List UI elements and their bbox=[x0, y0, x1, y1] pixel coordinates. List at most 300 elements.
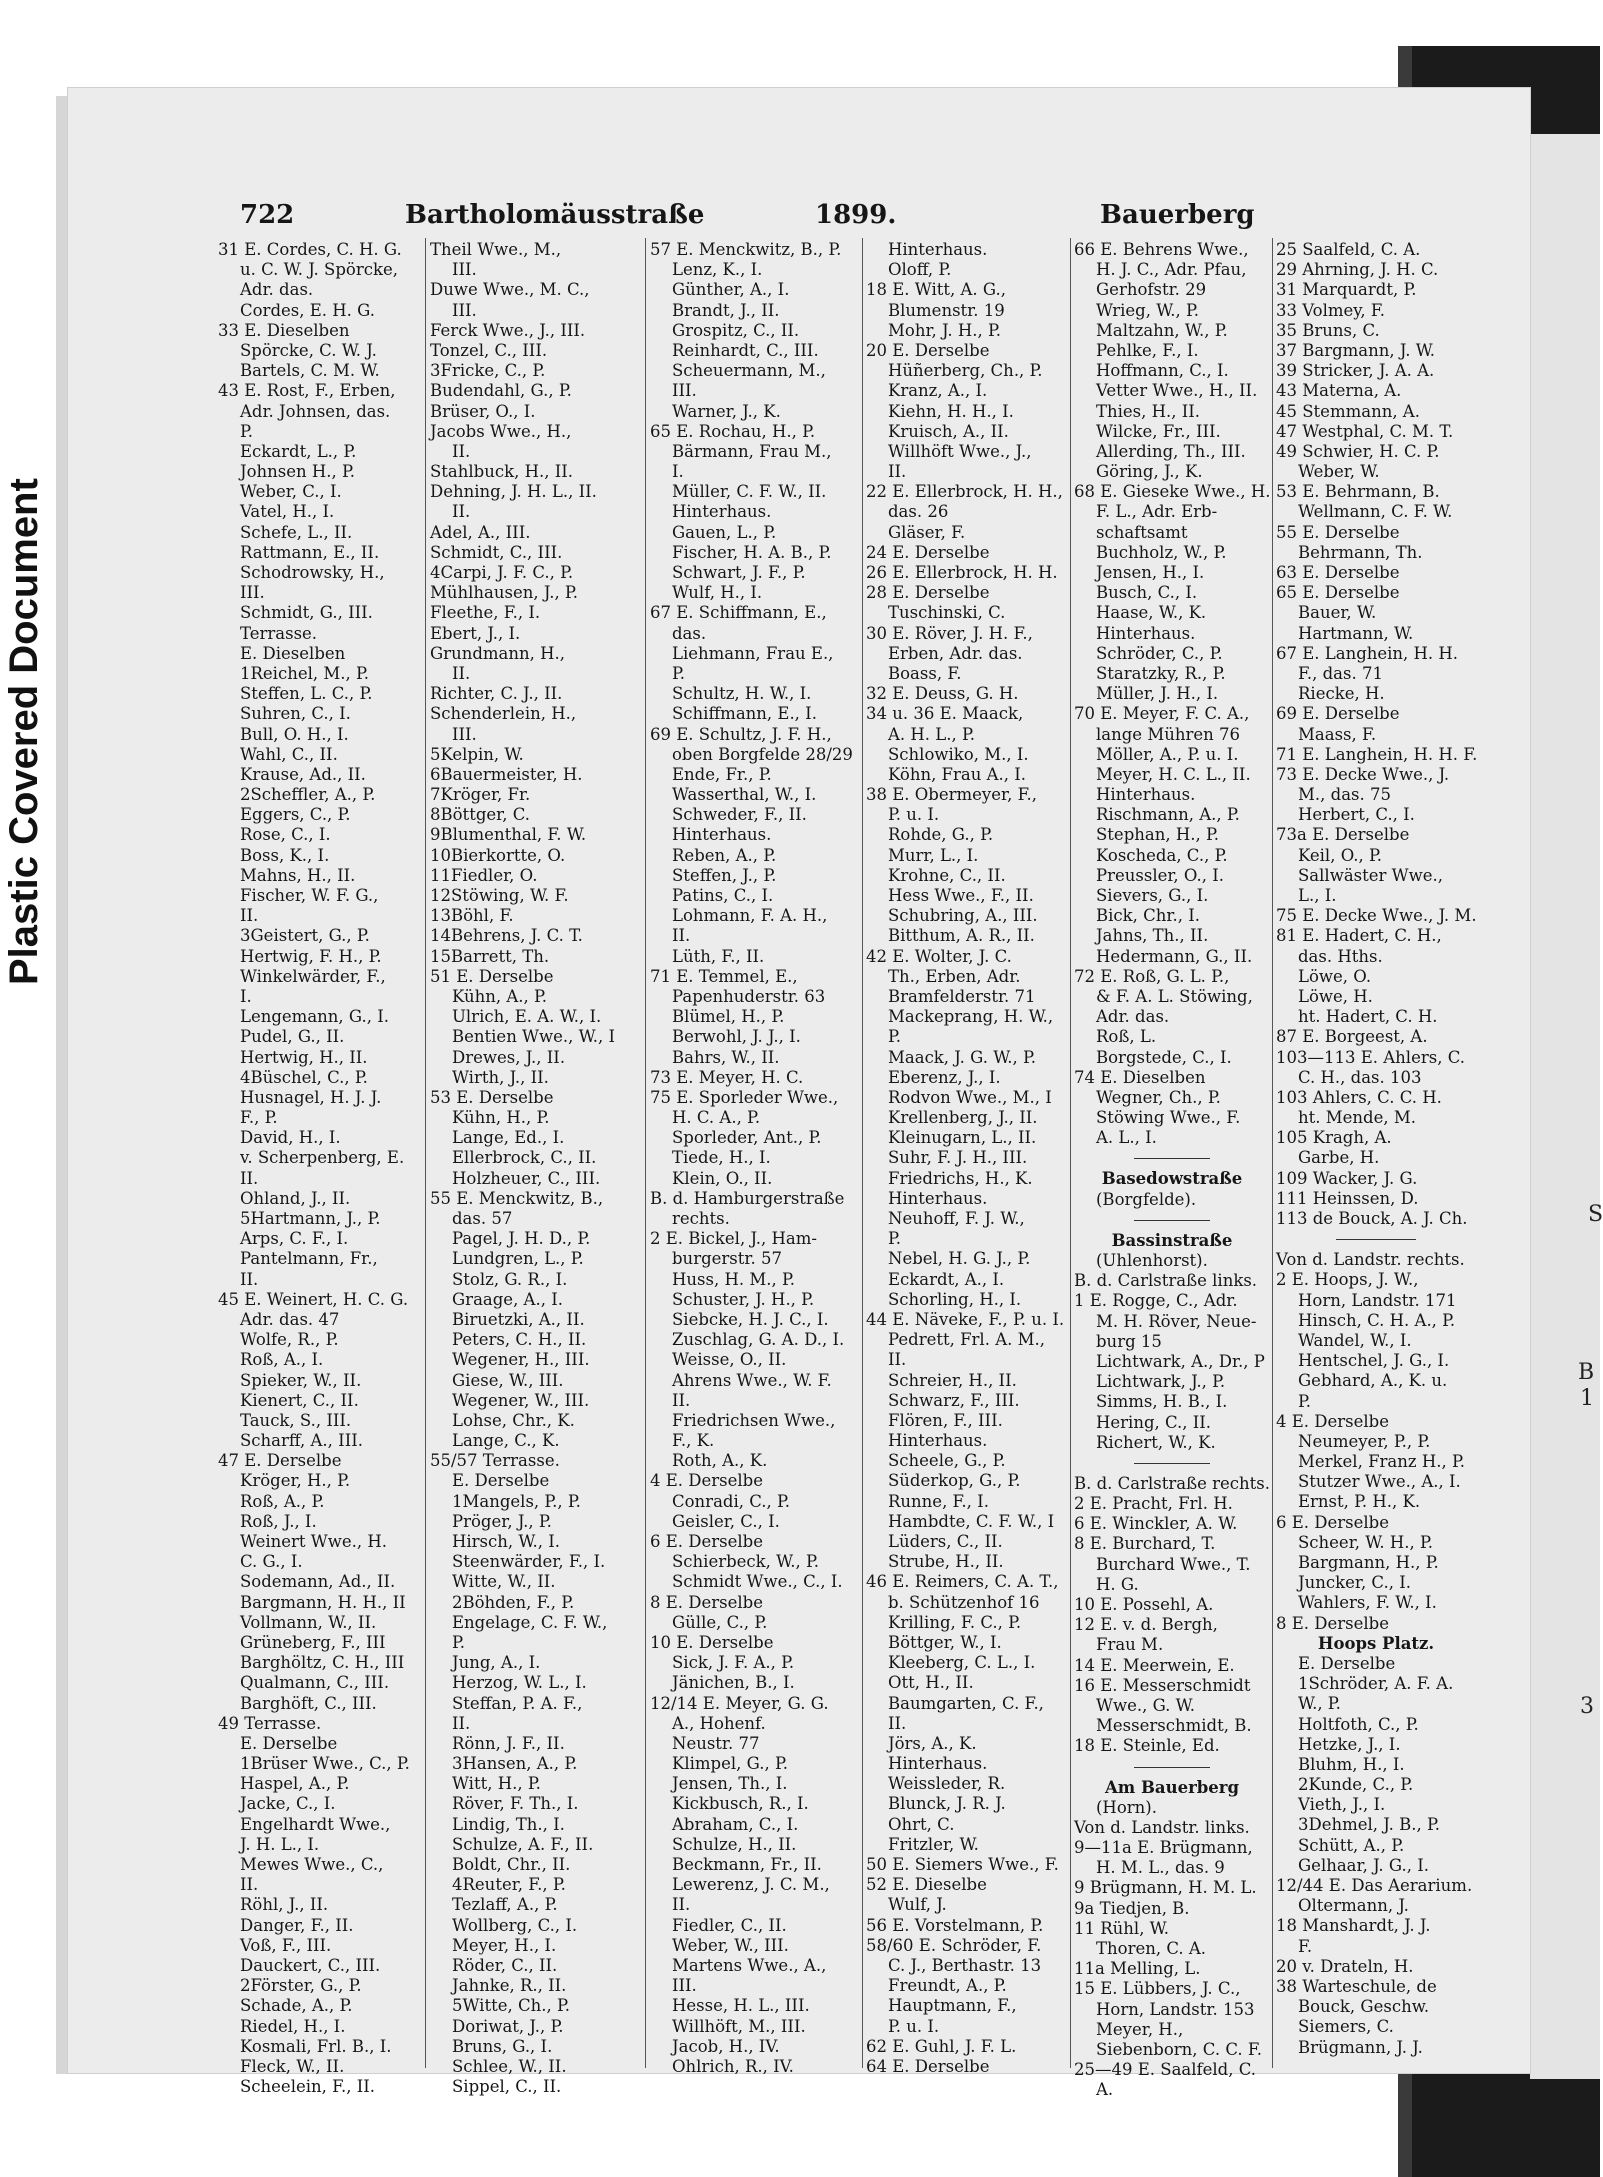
directory-entry: Hinterhaus. bbox=[888, 1754, 988, 1774]
column-rule bbox=[425, 238, 426, 2068]
directory-entry: Holzheuer, C., III. bbox=[452, 1168, 601, 1188]
directory-entry: Mohr, J. H., P. bbox=[888, 320, 1001, 340]
directory-entry: 74 E. Dieselben bbox=[1074, 1067, 1206, 1087]
directory-entry: Schweder, F., II. bbox=[672, 805, 807, 825]
directory-entry: 15Barrett, Th. bbox=[430, 946, 550, 966]
directory-entry: 2Böhden, F., P. bbox=[452, 1592, 575, 1612]
directory-entry: Gelhaar, J. G., I. bbox=[1298, 1855, 1430, 1875]
directory-entry: 8 E. Burchard, T. bbox=[1074, 1534, 1216, 1554]
directory-entry: Fischer, W. F. G., bbox=[240, 886, 379, 905]
directory-entry: 49 Schwier, H. C. P. bbox=[1276, 441, 1440, 461]
directory-entry: C. J., Berthastr. 13 bbox=[888, 1955, 1042, 1975]
directory-entry: Lange, Ed., I. bbox=[452, 1128, 565, 1148]
directory-entry: Lundgren, L., P. bbox=[452, 1249, 584, 1269]
directory-entry: Hauptmann, F., bbox=[888, 1996, 1017, 2016]
directory-entry: Richter, C. J., II. bbox=[430, 684, 563, 704]
directory-entry: Fischer, H. A. B., P. bbox=[672, 542, 832, 562]
directory-entry: Steffan, P. A. F., bbox=[452, 1693, 583, 1713]
directory-entry: 28 E. Derselbe bbox=[866, 583, 990, 603]
directory-entry: Husnagel, H. J. J. bbox=[240, 1087, 382, 1107]
column-rule bbox=[1070, 238, 1071, 2068]
directory-entry: Müller, C. F. W., II. bbox=[672, 482, 827, 502]
directory-entry: Brüser, O., I. bbox=[430, 401, 536, 421]
directory-entry: 8 E. Derselbe bbox=[650, 1592, 763, 1612]
directory-entry: Blunck, J. R. J. bbox=[888, 1794, 1006, 1814]
directory-entry: 111 Heinssen, D. bbox=[1276, 1188, 1419, 1208]
directory-entry: Mahns, H., II. bbox=[240, 865, 356, 885]
directory-entry: Von d. Landstr. links. bbox=[1074, 1817, 1250, 1837]
directory-entry: 29 Ahrning, J. H. C. bbox=[1276, 260, 1439, 280]
directory-entry: Lenz, K., I. bbox=[672, 260, 763, 280]
directory-entry: David, H., I. bbox=[240, 1128, 341, 1148]
directory-entry: Abraham, C., I. bbox=[672, 1814, 799, 1834]
directory-entry: Ebert, J., I. bbox=[430, 623, 521, 643]
directory-entry: Bentien Wwe., W., I bbox=[452, 1027, 615, 1047]
directory-entry: das. 57 bbox=[452, 1209, 513, 1228]
directory-entry: 6 E. Derselbe bbox=[1276, 1512, 1389, 1532]
directory-entry: Erben, Adr. das. bbox=[888, 643, 1023, 663]
directory-entry: Roß, A., P. bbox=[240, 1491, 325, 1511]
directory-entry: I. bbox=[672, 462, 684, 482]
directory-entry: P. bbox=[672, 663, 686, 683]
directory-entry: Hetzke, J., I. bbox=[1298, 1734, 1401, 1754]
directory-entry: Hentschel, J. G., I. bbox=[1298, 1351, 1450, 1371]
directory-entry: 12/14 E. Meyer, G. G. bbox=[650, 1693, 829, 1713]
directory-entry: Lichtwark, J., P. bbox=[1096, 1372, 1226, 1392]
directory-entry: Tezlaff, A., P. bbox=[452, 1895, 558, 1915]
directory-entry: 103—113 E. Ahlers, C. bbox=[1276, 1047, 1465, 1067]
directory-entry: 105 Kragh, A. bbox=[1276, 1128, 1392, 1148]
directory-entry: Schenderlein, H., bbox=[430, 704, 577, 724]
directory-entry: 8Böttger, C. bbox=[430, 805, 530, 825]
directory-entry: Bitthum, A. R., II. bbox=[888, 926, 1035, 946]
directory-entry: Garbe, H. bbox=[1298, 1148, 1380, 1168]
directory-entry: Behrmann, Th. bbox=[1298, 542, 1423, 562]
directory-entry: P. bbox=[888, 1229, 902, 1249]
directory-entry: 3Fricke, C., P. bbox=[430, 361, 546, 381]
directory-entry: Biruetzki, A., II. bbox=[452, 1309, 585, 1329]
directory-entry: A. L., I. bbox=[1096, 1128, 1157, 1148]
directory-entry: 65 E. Rochau, H., P. bbox=[650, 421, 816, 441]
directory-entry: Wilcke, Fr., III. bbox=[1096, 421, 1221, 441]
directory-entry: Röder, C., II. bbox=[452, 1955, 558, 1975]
directory-entry: Witte, W., II. bbox=[452, 1572, 556, 1592]
directory-entry: Eberenz, J., I. bbox=[888, 1067, 1001, 1087]
street-title-right: Bauerberg bbox=[1100, 200, 1255, 230]
directory-entry: Suhren, C., I. bbox=[240, 704, 351, 724]
next-page-fragment: B bbox=[1578, 1360, 1595, 1385]
directory-entry: 75 E. Sporleder Wwe., bbox=[650, 1087, 839, 1107]
directory-entry: Steffen, L. C., P. bbox=[240, 684, 373, 704]
directory-entry: lange Mühren 76 bbox=[1096, 724, 1240, 744]
directory-entry: Sick, J. F. A., P. bbox=[672, 1653, 795, 1673]
directory-entry: Pehlke, F., I. bbox=[1096, 340, 1199, 360]
directory-entry: Grüneberg, F., III bbox=[240, 1632, 386, 1652]
directory-entry: A. H. L., P. bbox=[888, 724, 975, 744]
directory-entry: Roß, J., I. bbox=[240, 1511, 317, 1531]
directory-entry: Stahlbuck, H., II. bbox=[430, 462, 573, 482]
directory-entry: 68 E. Gieseke Wwe., H. bbox=[1074, 482, 1271, 502]
section-heading: Am Bauerberg bbox=[1104, 1777, 1240, 1797]
directory-entry: W., P. bbox=[1298, 1694, 1341, 1714]
directory-entry: 67 E. Schiffmann, E., bbox=[650, 603, 827, 623]
directory-entry: F., P. bbox=[240, 1108, 278, 1128]
directory-entry: Cordes, E. H. G. bbox=[240, 300, 375, 320]
directory-entry: 14Behrens, J. C. T. bbox=[430, 926, 583, 946]
directory-entry: II. bbox=[888, 1350, 907, 1370]
directory-entry: II. bbox=[452, 663, 471, 683]
directory-entry: 31 Marquardt, P. bbox=[1276, 280, 1417, 300]
directory-entry: Weber, W., III. bbox=[672, 1935, 789, 1955]
directory-entry: Bull, O. H., I. bbox=[240, 724, 349, 744]
directory-entry: 24 E. Derselbe bbox=[866, 542, 990, 562]
directory-entry: II. bbox=[240, 1269, 259, 1289]
directory-entry: 67 E. Langhein, H. H. bbox=[1276, 643, 1459, 663]
directory-entry: F., das. 71 bbox=[1298, 663, 1383, 683]
directory-entry: Schefe, L., II. bbox=[240, 522, 353, 542]
directory-entry: II. bbox=[672, 1895, 691, 1915]
directory-entry: Kühn, A., P. bbox=[452, 986, 547, 1006]
directory-entry: 113 de Bouck, A. J. Ch. bbox=[1276, 1209, 1468, 1228]
directory-entry: II. bbox=[452, 502, 471, 522]
directory-entry: Rohde, G., P. bbox=[888, 825, 994, 845]
directory-entry: 73 E. Meyer, H. C. bbox=[650, 1067, 804, 1087]
directory-entry: Schubring, A., III. bbox=[888, 906, 1038, 926]
directory-entry: III. bbox=[452, 300, 477, 320]
directory-entry: Hinterhaus. bbox=[672, 825, 772, 845]
directory-entry: Scharff, A., III. bbox=[240, 1431, 363, 1451]
directory-entry: Bramfelderstr. 71 bbox=[888, 986, 1036, 1006]
directory-entry: A., Hohenf. bbox=[672, 1713, 766, 1733]
directory-entry: 5Kelpin, W. bbox=[430, 744, 524, 764]
directory-entry: Winkelwärder, F., bbox=[240, 966, 386, 986]
directory-entry: Rose, C., I. bbox=[240, 825, 331, 845]
directory-entry: Hertwig, F. H., P. bbox=[240, 946, 382, 966]
directory-entry: Bartels, C. M. W. bbox=[240, 361, 380, 381]
directory-entry: 3Hansen, A., P. bbox=[452, 1754, 578, 1774]
directory-entry: 5Witte, Ch., P. bbox=[452, 1996, 570, 2016]
directory-entry: H. J. C., Adr. Pfau, bbox=[1096, 260, 1247, 280]
directory-entry: Wahlers, F. W., I. bbox=[1298, 1593, 1437, 1613]
directory-entry: Schultz, H. W., I. bbox=[672, 684, 812, 704]
directory-entry: 25—49 E. Saalfeld, C. bbox=[1074, 2060, 1257, 2080]
section-heading: Bassinstraße bbox=[1111, 1230, 1233, 1250]
directory-entry: II. bbox=[452, 1713, 471, 1733]
directory-entry: Frau M. bbox=[1096, 1635, 1164, 1655]
directory-column-2 bbox=[430, 240, 642, 2097]
directory-entry: Jensen, Th., I. bbox=[672, 1774, 788, 1794]
directory-entry: 11a Melling, L. bbox=[1074, 1959, 1201, 1979]
directory-entry: 50 E. Siemers Wwe., F. bbox=[866, 1855, 1059, 1874]
directory-entry: Wolfe, R., P. bbox=[240, 1330, 339, 1350]
directory-entry: Barghöltz, C. H., III bbox=[240, 1653, 405, 1673]
directory-entry: E. Dieselben bbox=[240, 643, 346, 663]
directory-entry: Hinterhaus. bbox=[1096, 623, 1196, 643]
directory-entry: Kleinugarn, L., II. bbox=[888, 1128, 1037, 1148]
directory-entry: II. bbox=[452, 441, 471, 461]
directory-entry: Keil, O., P. bbox=[1298, 845, 1382, 865]
directory-entry: 71 E. Temmel, E., bbox=[650, 966, 798, 986]
directory-entry: Möller, A., P. u. I. bbox=[1096, 744, 1239, 764]
directory-entry: 55 E. Menckwitz, B., bbox=[430, 1188, 604, 1208]
directory-entry: 81 E. Hadert, C. H., bbox=[1276, 926, 1442, 946]
directory-entry: Hoffmann, C., I. bbox=[1096, 361, 1229, 381]
directory-entry: Wegener, W., III. bbox=[452, 1390, 590, 1410]
directory-entry: Fleethe, F., I. bbox=[430, 603, 541, 623]
directory-entry: Danger, F., II. bbox=[240, 1915, 354, 1935]
directory-entry: Eggers, C., P. bbox=[240, 805, 351, 825]
directory-entry: F. L., Adr. Erb- bbox=[1096, 502, 1218, 522]
directory-entry: 103 Ahlers, C. C. H. bbox=[1276, 1087, 1442, 1107]
directory-entry: II. bbox=[240, 1875, 259, 1895]
directory-entry: Ernst, P. H., K. bbox=[1298, 1492, 1421, 1512]
directory-entry: Jensen, H., I. bbox=[1096, 563, 1205, 582]
directory-entry: Krilling, F. C., P. bbox=[888, 1612, 1022, 1632]
directory-entry: 63 E. Derselbe bbox=[1276, 563, 1400, 582]
directory-entry: 5Hartmann, J., P. bbox=[240, 1209, 381, 1228]
directory-entry: Riecke, H. bbox=[1298, 684, 1385, 704]
directory-entry: 87 E. Borgeest, A. bbox=[1276, 1027, 1428, 1047]
directory-entry: Schierbeck, W., P. bbox=[672, 1552, 819, 1572]
directory-entry: Löwe, H. bbox=[1298, 986, 1373, 1006]
directory-entry: 2 E. Pracht, Frl. H. bbox=[1074, 1494, 1233, 1514]
directory-entry: 32 E. Deuss, G. H. bbox=[866, 684, 1019, 704]
directory-entry: 2Förster, G., P. bbox=[240, 1976, 362, 1996]
directory-entry: J. H. L., I. bbox=[240, 1834, 320, 1854]
directory-entry: Maltzahn, W., P. bbox=[1096, 320, 1228, 340]
directory-entry: das. 26 bbox=[888, 502, 949, 522]
directory-entry: Jänichen, B., I. bbox=[672, 1673, 795, 1693]
directory-entry: Ahrens Wwe., W. F. bbox=[672, 1370, 832, 1390]
directory-entry: Ohrt, C. bbox=[888, 1814, 955, 1834]
directory-entry: Brandt, J., II. bbox=[672, 300, 780, 320]
directory-entry: I. bbox=[240, 986, 252, 1006]
directory-entry: Wulf, J. bbox=[888, 1895, 947, 1915]
directory-entry: Voß, F., III. bbox=[240, 1935, 332, 1955]
directory-entry: Schmidt Wwe., C., I. bbox=[672, 1572, 843, 1592]
directory-entry: 10 E. Possehl, A. bbox=[1074, 1595, 1214, 1614]
directory-entry: Lange, C., K. bbox=[452, 1431, 560, 1451]
directory-entry: II. bbox=[240, 1168, 259, 1188]
directory-entry: Adel, A., III. bbox=[430, 522, 531, 542]
directory-entry: 34 u. 36 E. Maack, bbox=[866, 704, 1024, 724]
directory-entry: Hertwig, H., II. bbox=[240, 1047, 368, 1067]
page-number: 722 bbox=[240, 200, 295, 230]
directory-entry: Weber, W. bbox=[1298, 462, 1380, 482]
directory-entry: P. u. I. bbox=[888, 2016, 940, 2036]
directory-entry: P. bbox=[240, 421, 254, 441]
directory-entry: L., I. bbox=[1298, 886, 1337, 905]
directory-entry: 20 E. Derselbe bbox=[866, 340, 990, 360]
directory-entry: 18 E. Witt, A. G., bbox=[866, 280, 1006, 300]
directory-entry: Holtfoth, C., P. bbox=[1298, 1714, 1419, 1734]
directory-entry: Meyer, H., bbox=[1096, 2019, 1184, 2039]
directory-entry: 38 Warteschule, de bbox=[1276, 1976, 1437, 1996]
directory-entry: 2 E. Hoops, J. W., bbox=[1276, 1270, 1419, 1290]
directory-entry: A. bbox=[1096, 2080, 1114, 2100]
directory-entry: Rischmann, A., P. bbox=[1096, 805, 1240, 825]
directory-entry: 2Scheffler, A., P. bbox=[240, 785, 376, 805]
directory-entry: Göring, J., K. bbox=[1096, 462, 1203, 482]
directory-entry: 33 Volmey, F. bbox=[1276, 300, 1386, 320]
directory-entry: 57 E. Menckwitz, B., P. bbox=[650, 240, 842, 259]
directory-entry: Merkel, Franz H., P. bbox=[1298, 1452, 1465, 1472]
directory-entry: Kühn, H., P. bbox=[452, 1108, 550, 1128]
directory-entry: Neumeyer, P., P. bbox=[1298, 1431, 1431, 1451]
directory-entry: Berwohl, J. J., I. bbox=[672, 1027, 801, 1047]
directory-entry: Hering, C., II. bbox=[1096, 1412, 1212, 1432]
directory-entry: Wahl, C., II. bbox=[240, 744, 338, 764]
directory-entry: Jacobs Wwe., H., bbox=[430, 421, 572, 441]
directory-entry: Bruns, G., I. bbox=[452, 2036, 553, 2056]
directory-entry: Oltermann, J. bbox=[1298, 1896, 1409, 1916]
directory-entry: 47 E. Derselbe bbox=[218, 1451, 342, 1471]
directory-entry: Sievers, G., I. bbox=[1096, 886, 1209, 905]
directory-entry: Wasserthal, W., I. bbox=[672, 785, 817, 805]
directory-entry: Vetter Wwe., H., II. bbox=[1096, 381, 1258, 401]
directory-column-5 bbox=[1074, 240, 1270, 2101]
directory-entry: 45 Stemmann, A. bbox=[1276, 401, 1420, 421]
directory-entry: rechts. bbox=[672, 1209, 730, 1228]
directory-entry: P. bbox=[1298, 1391, 1312, 1411]
directory-entry: 4 E. Derselbe bbox=[650, 1471, 763, 1491]
directory-entry: F. bbox=[1298, 1936, 1313, 1956]
directory-entry: schaftsamt bbox=[1096, 522, 1188, 542]
directory-entry: 8 E. Derselbe bbox=[1276, 1613, 1389, 1633]
directory-entry: Rattmann, E., II. bbox=[240, 542, 380, 562]
directory-entry: Gläser, F. bbox=[888, 522, 966, 542]
directory-entry: 25 Saalfeld, C. A. bbox=[1276, 240, 1421, 259]
directory-entry: Klimpel, G., P. bbox=[672, 1754, 788, 1774]
directory-entry: Schröder, C., P. bbox=[1096, 643, 1223, 663]
directory-entry: Simms, H. B., I. bbox=[1096, 1392, 1228, 1412]
directory-entry: Adr. das. bbox=[1096, 1007, 1170, 1027]
directory-entry: Kruisch, A., II. bbox=[888, 421, 1009, 441]
directory-entry: Schwart, J. F., P. bbox=[672, 563, 806, 582]
directory-entry: Gülle, C., P. bbox=[672, 1612, 768, 1632]
directory-entry: Murr, L., I. bbox=[888, 845, 979, 865]
directory-entry: Tuschinski, C. bbox=[888, 603, 1006, 623]
directory-entry: Maass, F. bbox=[1298, 724, 1377, 744]
directory-entry: Spieker, W., II. bbox=[240, 1370, 362, 1390]
directory-entry: Vieth, J., I. bbox=[1298, 1795, 1386, 1815]
directory-entry: Bluhm, H., I. bbox=[1298, 1754, 1405, 1774]
directory-entry: Pedrett, Frl. A. M., bbox=[888, 1330, 1045, 1350]
directory-entry: Stöwing Wwe., F. bbox=[1096, 1108, 1241, 1128]
directory-entry: 1Brüser Wwe., C., P. bbox=[240, 1754, 410, 1774]
directory-entry: Engelage, C. F. W., bbox=[452, 1612, 608, 1632]
directory-entry: P. bbox=[888, 1027, 902, 1047]
directory-entry: 15 E. Lübbers, J. C., bbox=[1074, 1979, 1241, 1999]
directory-entry: Stephan, H., P. bbox=[1096, 825, 1219, 845]
directory-entry: 55 E. Derselbe bbox=[1276, 522, 1400, 542]
directory-entry: Kleeberg, C. L., I. bbox=[888, 1653, 1036, 1673]
directory-entry: II. bbox=[240, 906, 259, 926]
directory-entry: Ellerbrock, C., II. bbox=[452, 1148, 597, 1168]
directory-entry: Schulze, A. F., II. bbox=[452, 1834, 594, 1854]
directory-entry: Tauck, S., III. bbox=[240, 1410, 352, 1430]
directory-entry: Weissleder, R. bbox=[888, 1774, 1006, 1794]
directory-entry: M., das. 75 bbox=[1298, 785, 1391, 805]
directory-entry: Horn, Landstr. 171 bbox=[1298, 1290, 1457, 1310]
directory-entry: Schade, A., P. bbox=[240, 1996, 353, 2016]
directory-column-6 bbox=[1276, 240, 1476, 2058]
directory-entry: Ulrich, E. A. W., I. bbox=[452, 1007, 602, 1027]
directory-entry: 65 E. Derselbe bbox=[1276, 583, 1400, 603]
directory-entry: 6 E. Winckler, A. W. bbox=[1074, 1514, 1238, 1534]
directory-entry: Hinterhaus. bbox=[888, 240, 988, 259]
directory-entry: Schlee, W., II. bbox=[452, 2056, 567, 2076]
directory-entry: II. bbox=[672, 926, 691, 946]
next-page-fragment: 3 bbox=[1580, 1694, 1594, 1719]
directory-entry: Reben, A., P. bbox=[672, 845, 777, 865]
directory-entry: 12/44 E. Das Aerarium. bbox=[1276, 1876, 1473, 1895]
directory-entry: Flören, F., III. bbox=[888, 1410, 1003, 1430]
directory-entry: Haase, W., K. bbox=[1096, 603, 1207, 623]
directory-entry: Wegner, Ch., P. bbox=[1096, 1087, 1221, 1107]
directory-entry: Hambdte, C. F. W., I bbox=[888, 1511, 1055, 1531]
directory-entry: Mewes Wwe., C., bbox=[240, 1855, 384, 1874]
directory-entry: Suhr, F. J. H., III. bbox=[888, 1148, 1028, 1168]
directory-entry: Scheelein, F., II. bbox=[240, 2077, 376, 2097]
directory-entry: Hüñerberg, Ch., P. bbox=[888, 361, 1043, 381]
directory-entry: Friedrichsen Wwe., bbox=[672, 1410, 836, 1430]
directory-entry: 72 E. Roß, G. L. P., bbox=[1074, 966, 1230, 986]
directory-entry: Krellenberg, J., II. bbox=[888, 1108, 1038, 1128]
directory-entry: M. H. Röver, Neue- bbox=[1096, 1311, 1257, 1331]
directory-entry: Sallwäster Wwe., bbox=[1298, 865, 1443, 885]
directory-entry: 7Kröger, Fr. bbox=[430, 785, 531, 805]
directory-entry: & F. A. L. Stöwing, bbox=[1096, 986, 1253, 1006]
directory-entry: Patins, C., I. bbox=[672, 886, 774, 905]
directory-entry: Hinterhaus. bbox=[888, 1188, 988, 1208]
directory-entry: Schmidt, G., III. bbox=[240, 603, 373, 623]
directory-entry: Runne, F., I. bbox=[888, 1491, 989, 1511]
directory-entry: 9Blumenthal, F. W. bbox=[430, 825, 587, 845]
directory-entry: ht. Hadert, C. H. bbox=[1298, 1007, 1438, 1027]
directory-entry: 22 E. Ellerbrock, H. H., bbox=[866, 482, 1063, 502]
directory-entry: Ott, H., II. bbox=[888, 1673, 974, 1693]
directory-entry: 9—11a E. Brügmann, bbox=[1074, 1838, 1253, 1858]
directory-entry: v. Scherpenberg, E. bbox=[240, 1148, 405, 1168]
directory-entry: Adr. das. bbox=[240, 280, 314, 300]
directory-entry: Th., Erben, Adr. bbox=[888, 966, 1021, 986]
directory-entry: 6 E. Derselbe bbox=[650, 1532, 763, 1551]
directory-entry: Graage, A., I. bbox=[452, 1289, 563, 1309]
directory-entry: burgerstr. 57 bbox=[672, 1249, 782, 1269]
directory-entry: 4Carpi, J. F. C., P. bbox=[430, 563, 574, 582]
directory-entry: Roß, A., I. bbox=[240, 1350, 324, 1370]
directory-entry: Burchard Wwe., T. bbox=[1096, 1554, 1251, 1574]
directory-entry: 9a Tiedjen, B. bbox=[1074, 1898, 1190, 1918]
directory-entry: Fleck, W., II. bbox=[240, 2056, 345, 2076]
directory-entry: 69 E. Schultz, J. F. H., bbox=[650, 724, 832, 744]
directory-entry: ht. Mende, M. bbox=[1298, 1108, 1416, 1128]
directory-entry: Herbert, C., I. bbox=[1298, 805, 1415, 825]
directory-entry: Willhöft, M., III. bbox=[672, 2016, 806, 2036]
directory-entry: Hinterhaus. bbox=[888, 1431, 988, 1451]
directory-entry: III. bbox=[672, 1976, 697, 1996]
directory-entry: 4 E. Derselbe bbox=[1276, 1411, 1389, 1431]
directory-entry: das. Hths. bbox=[1298, 946, 1383, 966]
directory-entry: Zuschlag, G. A. D., I. bbox=[672, 1330, 845, 1350]
directory-entry: Peters, C. H., II. bbox=[452, 1330, 587, 1350]
directory-entry: Horn, Landstr. 153 bbox=[1096, 1999, 1255, 2019]
directory-entry: B. d. Carlstraße rechts. bbox=[1074, 1473, 1271, 1493]
directory-entry: Neuhoff, F. J. W., bbox=[888, 1209, 1025, 1228]
directory-entry: Blumenstr. 19 bbox=[888, 300, 1005, 320]
directory-entry: 31 E. Cordes, C. H. G. bbox=[218, 240, 402, 259]
